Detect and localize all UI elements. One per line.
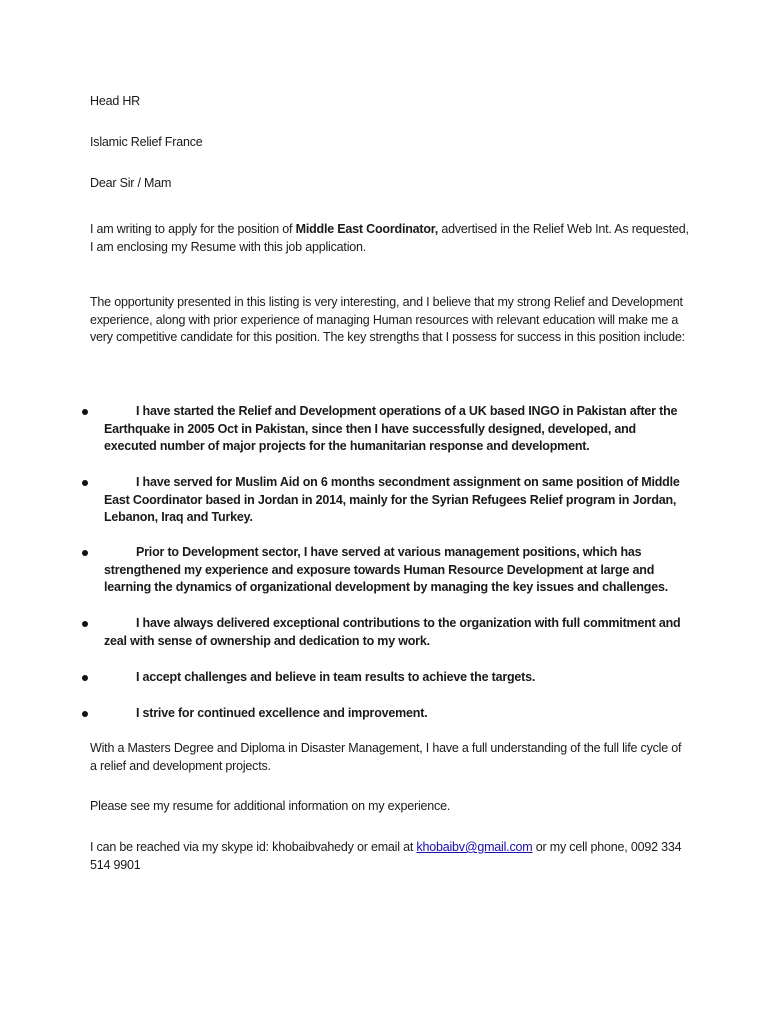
bullet-icon: [82, 409, 88, 415]
organization-line: Islamic Relief France: [90, 135, 203, 149]
list-item: I strive for continued excellence and improvement.: [136, 706, 428, 720]
recipient-line: Head HR: [90, 94, 141, 108]
contact-paragraph: [90, 839, 690, 874]
resume-note-paragraph: Please see my resume for additional information on my experience.: [90, 799, 451, 813]
intro-text-2: advertised in the Relief Web Int. As requested, I am enclosing my Resume with this job application.: [90, 222, 689, 254]
contact-text-1: I can be reached via my skype id: khobaibvahedy or email at: [90, 840, 417, 854]
bullet-icon: [82, 550, 88, 556]
opportunity-paragraph: The opportunity presented in this listing is very interesting, and I believe that my strong Relief and Development experience, along with prior experience of managing Human resources with relevant education will make me a very competitive candidate for this position. The key strengths that I possess for success in this position include:: [90, 295, 685, 344]
intro-text-1: I am writing to apply for the position of: [90, 222, 296, 236]
bullet-icon: [82, 480, 88, 486]
salutation-line: Dear Sir / Mam: [90, 176, 172, 190]
list-item: Prior to Development sector, I have served at various management positions, which has strengthened my experience and exposure towards Human Resource Development at large and learning the dynamics of organizational development by managing the key issues and challenges.: [104, 545, 668, 594]
qualifications-paragraph: With a Masters Degree and Diploma in Disaster Management, I have a full understanding of the full life cycle of a relief and development projects.: [90, 741, 682, 773]
email-link[interactable]: khobaibv@gmail.com: [416, 840, 533, 854]
list-item: I have served for Muslim Aid on 6 months secondment assignment on same position of Middle East Coordinator based in Jordan in 2014, mainly for the Syrian Refugees Relief program in Jordan, Lebanon, Iraq and Turkey.: [104, 475, 680, 524]
list-item: I accept challenges and believe in team results to achieve the targets.: [136, 670, 536, 684]
contact-text-2: or my cell phone, 0092 334 514 9901: [90, 840, 682, 872]
intro-position: Middle East Coordinator,: [295, 222, 439, 236]
bullet-icon: [82, 675, 88, 681]
bullet-icon: [82, 621, 88, 627]
bullet-icon: [82, 711, 88, 717]
intro-paragraph: [90, 221, 690, 256]
list-item: I have started the Relief and Development operations of a UK based INGO in Pakistan after the Earthquake in 2005 Oct in Pakistan, since then I have successfully designed, developed, and executed number of major projects for the humanitarian response and development.: [104, 404, 678, 453]
list-item: I have always delivered exceptional contributions to the organization with full commitment and zeal with sense of ownership and dedication to my work.: [104, 616, 681, 648]
